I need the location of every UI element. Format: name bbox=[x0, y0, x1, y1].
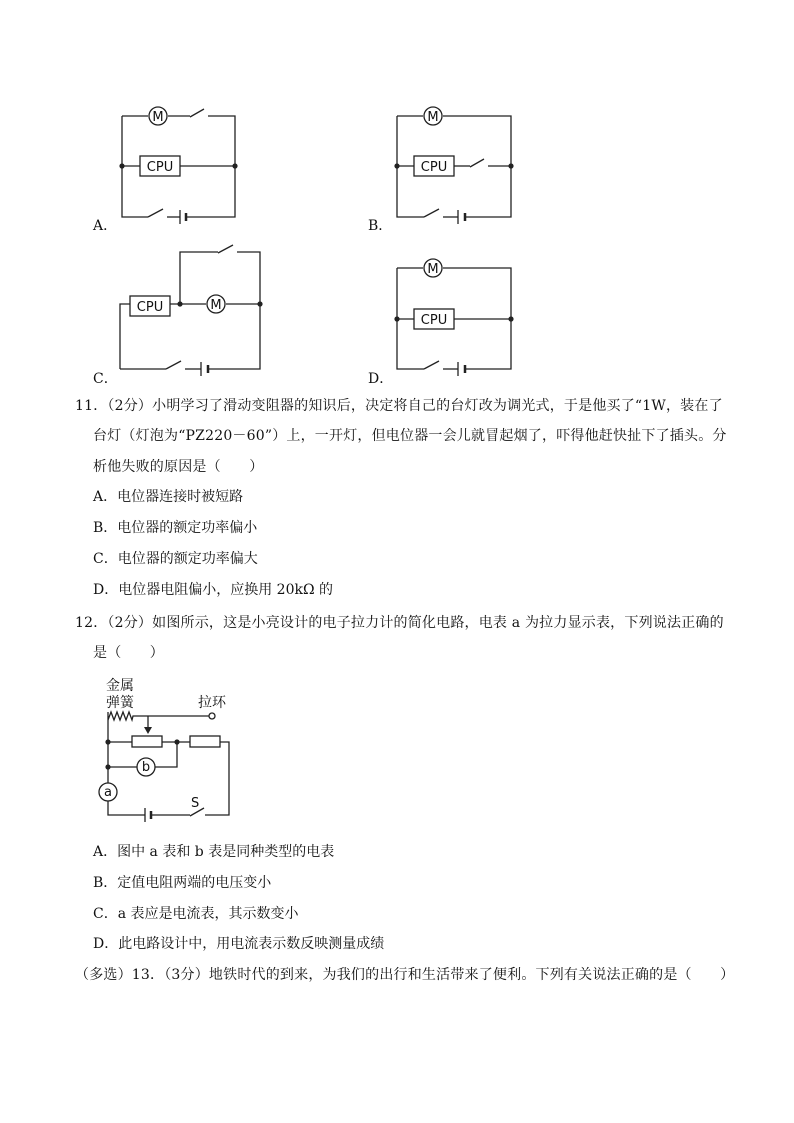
q12-option-d: D．此电路设计中，用电流表示数反映测量成绩 bbox=[93, 936, 385, 952]
q11-option-d: D．电位器电阻偏小，应换用 20kΩ 的 bbox=[93, 582, 334, 598]
q12-stem-line-1: 12．（2分）如图所示，这是小亮设计的电子拉力计的简化电路，电表 a 为拉力显示表，下列说法正确的 bbox=[75, 615, 724, 631]
cpu-label: CPU bbox=[420, 313, 448, 328]
cpu-label: CPU bbox=[146, 160, 174, 175]
spring-label-1: 金属 bbox=[106, 678, 134, 694]
q11-option-c: C．电位器的额定功率偏大 bbox=[93, 551, 258, 567]
q11-option-b: B．电位器的额定功率偏小 bbox=[93, 520, 258, 536]
q11-stem-line-3: 析他失败的原因是（ ） bbox=[93, 459, 264, 475]
motor-label: M bbox=[152, 110, 164, 125]
spring-label-2: 弹簧 bbox=[106, 695, 134, 711]
q11-stem-line-1: 11．（2分）小明学习了滑动变阻器的知识后，决定将自己的台灯改为调光式，于是他买了“1W，装在了 bbox=[75, 398, 723, 414]
meter-b-label: b bbox=[141, 760, 151, 775]
q11-stem-line-2: 台灯（灯泡为“PZ220－60”）上，一开灯，但电位器一会儿就冒起烟了，吓得他赶快扯下了插头。分 bbox=[93, 428, 727, 444]
q11-option-a: A．电位器连接时被短路 bbox=[93, 489, 244, 505]
ring-label: 拉环 bbox=[198, 695, 226, 711]
switch-label: S bbox=[191, 796, 200, 811]
meter-a-label: a bbox=[104, 785, 112, 800]
q12-option-c: C．a 表应是电流表，其示数变小 bbox=[93, 906, 299, 922]
motor-label: M bbox=[210, 298, 222, 313]
option-c-label: C． bbox=[93, 371, 118, 387]
motor-label: M bbox=[427, 262, 439, 277]
option-d-label: D． bbox=[368, 371, 394, 387]
option-a-label: A． bbox=[93, 218, 118, 234]
cpu-label: CPU bbox=[136, 300, 164, 315]
motor-label: M bbox=[427, 110, 439, 125]
cpu-label: CPU bbox=[420, 160, 448, 175]
q13-stem: （多选）13．（3分）地铁时代的到来，为我们的出行和生活带来了便利。下列有关说法正确的是（ ） bbox=[75, 967, 735, 983]
q12-stem-line-2: 是（ ） bbox=[93, 645, 164, 661]
q12-option-a: A．图中 a 表和 b 表是同种类型的电表 bbox=[93, 844, 335, 860]
option-b-label: B． bbox=[368, 218, 393, 234]
q12-option-b: B．定值电阻两端的电压变小 bbox=[93, 875, 272, 891]
